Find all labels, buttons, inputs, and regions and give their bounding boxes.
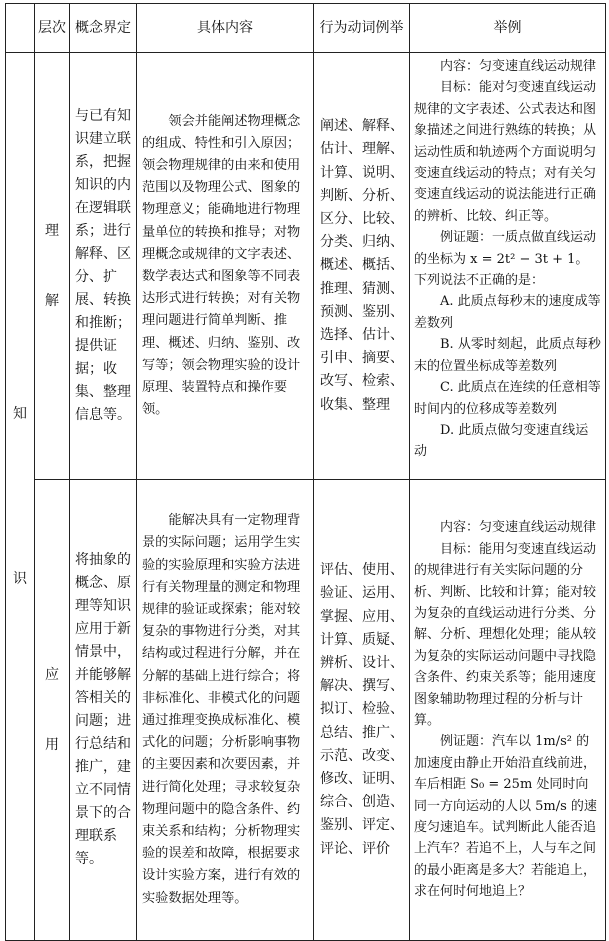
example-goal: 目标：能对匀变速直线运动规律的文字表述、公式表达和图象描述之间进行熟练的转换；从运动性质和轨迹两个方面说明匀变速直线运动的特点；对有关匀变速直线运动的说法能进行正确的辨析、比较、纠正等。 xyxy=(414,80,597,224)
concept-cell-understand: 与已有知识建立联系，把握知识的内在逻辑联系；进行解释、区分、扩展、转换和推断；提供证据；收集、整理信息等。 xyxy=(70,53,137,480)
concept-cell-apply: 将抽象的概念、原理等知识应用于新情景中，并能够解答相关的问题；进行总结和推广，建立不同情景下的合理联系等。 xyxy=(70,480,137,941)
content-cell-apply xyxy=(137,480,314,941)
table-row-apply xyxy=(6,480,606,941)
table-row-understand xyxy=(6,53,606,480)
example-option-a: A. 此质点每秒末的速度成等差数列 xyxy=(414,294,601,331)
example-topic: 内容：匀变速直线运动规律 xyxy=(440,520,597,536)
level-char: 解 xyxy=(45,293,59,309)
category-char-2: 识 xyxy=(13,570,27,587)
verbs-cell-apply: 评估、使用、验证、运用、掌握、应用、计算、质疑、辨析、设计、解决、撰写、拟订、检验、总结、推广、示范、改变、修改、证明、综合、创造、鉴别、评定、评论、评价 xyxy=(314,480,410,941)
header-row xyxy=(6,4,606,53)
header-concept: 概念界定 xyxy=(70,4,137,53)
example-option-d: D. 此质点做匀变速直线运动 xyxy=(414,422,589,460)
content-text: 能解决具有一定物理背景的实际问题；运用学生实验的实验原理和实验方法进行有关物理量的测定和物理规律的验证或探索；能对较复杂的事物进行分类，对其结构或过程进行分解，并在分解的基础上进行综合；将非标准化、非模式化的问题通过推理变换成标准化、模式化的问题；分析影响事物的主要因素和次要因素，并进行简化处理；寻求较复杂物理问题中的隐含条件、约束关系和结构；分析物理实验的误差和故障，根据要求设计实验方案，进行有效的实验数据处理等。 xyxy=(142,513,301,906)
header-content: 具体内容 xyxy=(137,4,314,53)
example-cell-understand xyxy=(410,53,606,480)
example-question: 例证题：一质点做直线运动的坐标为 x = 2t² − 3t + 1。下列说法不正确的是： xyxy=(414,230,597,289)
level-char: 应 xyxy=(45,666,59,683)
category-char-1: 知 xyxy=(13,406,27,423)
header-example: 举例 xyxy=(410,4,606,53)
header-category xyxy=(6,4,35,53)
level-char: 理 xyxy=(45,222,59,239)
example-cell-apply xyxy=(410,480,606,941)
example-question: 例证题：汽车以 1m/s² 的加速度由静止开始沿直线前进，车后相距 S₀ = 25m 处同时向同一方向运动的人以 5m/s 的速度匀速追车。试判断此人能否追上汽车？若追不上，人与车之间的最小距离是多大？若能追上，求在何时何地追上？ xyxy=(414,734,597,900)
knowledge-level-table xyxy=(5,3,606,941)
content-cell-understand xyxy=(137,53,314,480)
header-level: 层次 xyxy=(35,4,70,53)
level-cell-understand xyxy=(35,53,70,480)
content-text: 领会并能阐述物理概念的组成、特性和引入原因；领会物理规律的由来和使用范围以及物理公式、图象的物理意义；能确地进行物理量单位的转换和推导；对物理概念或规律的文字表述、数学表达式和图象等不同表达形式进行转换；对有关物理问题进行简单判断、推理、概述、归纳、鉴别、改写等；领会物理实验的设计原理、装置特点和操作要领。 xyxy=(142,113,301,418)
example-option-c: C. 此质点在连续的任意相等时间内的位移成等差数列 xyxy=(414,380,601,417)
example-option-b: B. 从零时刻起，此质点每秒末的位置坐标成等差数列 xyxy=(414,337,601,374)
example-topic: 内容：匀变速直线运动规律 xyxy=(440,59,597,74)
level-cell-apply xyxy=(35,480,70,941)
level-char: 用 xyxy=(45,737,59,753)
verbs-cell-understand: 阐述、解释、估计、理解、计算、说明、判断、分析、区分、比较、分类、归纳、概述、概括、推理、猜测、预测、鉴别、选择、估计、引申、摘要、改写、检索、收集、整理 xyxy=(314,53,410,480)
category-cell xyxy=(6,53,35,941)
example-goal: 目标：能用匀变速直线运动的规律进行有关实际问题的分析、判断、比较和计算；能对较为复杂的直线运动进行分类、分解、分析、理想化处理；能从较为复杂的实际运动问题中寻找隐含条件、约束关系等；能用速度图象辅助物理过程的分析与计算。 xyxy=(414,541,597,728)
header-verbs: 行为动词例举 xyxy=(314,4,410,53)
